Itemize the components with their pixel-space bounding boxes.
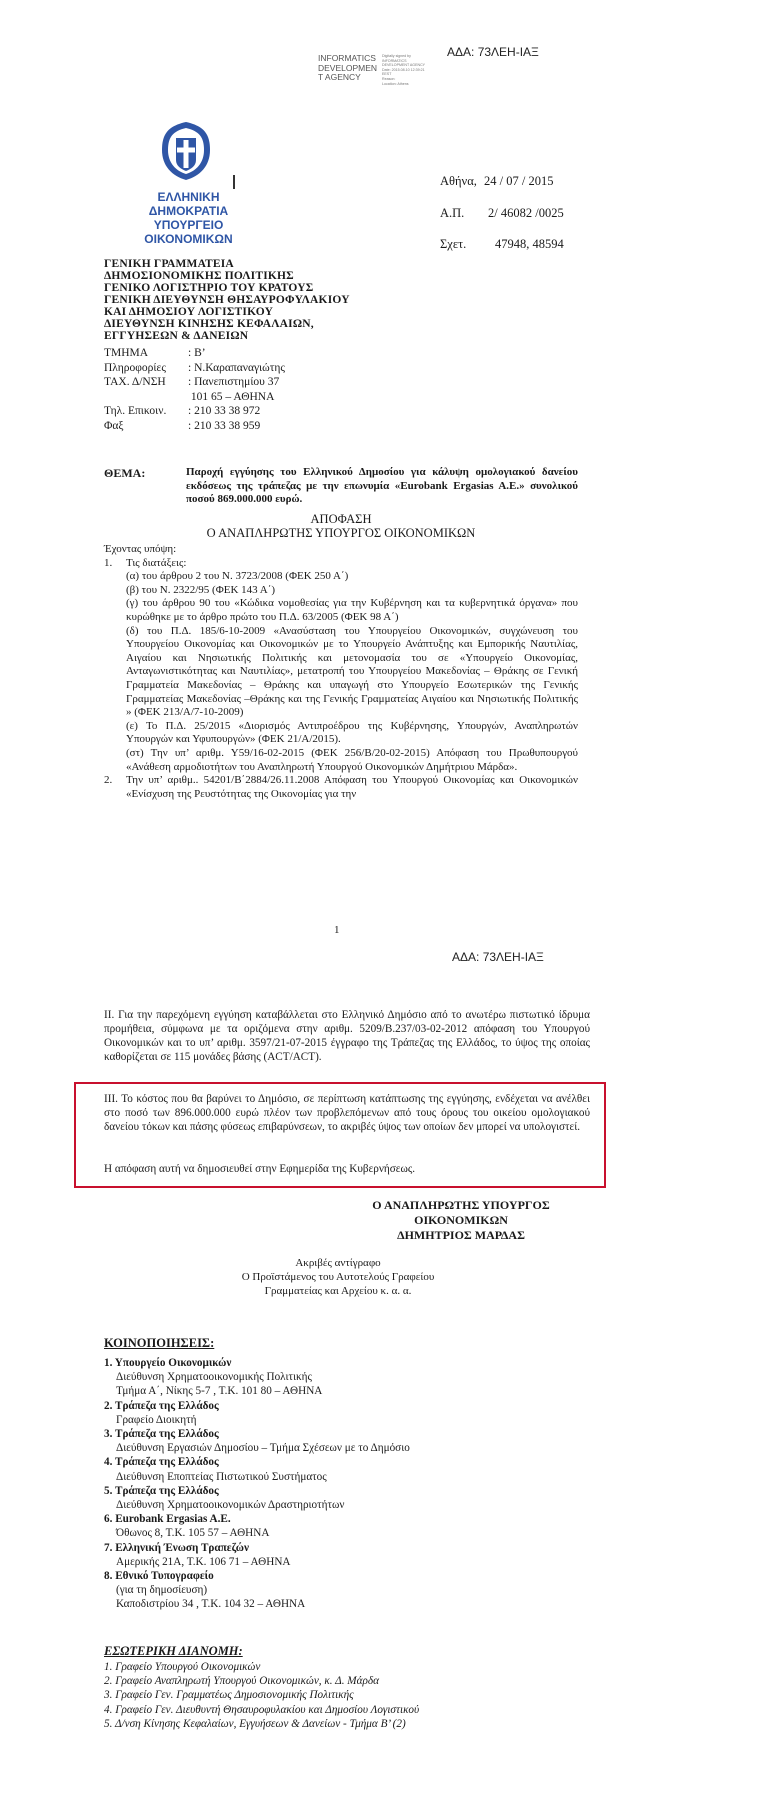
notification-recipient: 8. Εθνικό Τυπογραφείο xyxy=(104,1570,214,1583)
contact-info-key: ΤΜΗΜΑ xyxy=(104,347,149,359)
notification-detail: (για τη δημοσίευση) xyxy=(116,1584,208,1597)
contact-info-key: ΤΑΧ. Δ/ΝΣΗ xyxy=(104,376,166,388)
emblem-line-republic: ΕΛΛΗΝΙΚΗ ΔΗΜΟΚΡΑΤΙΑ xyxy=(148,190,229,218)
notification-recipient: 1. Υπουργείο Οικονομικών xyxy=(104,1357,232,1369)
contact-info-value: : 210 33 38 959 xyxy=(188,419,261,432)
notification-recipient: 2. Τράπεζα της Ελλάδος xyxy=(104,1399,219,1412)
notification-detail: Αμερικής 21Α, Τ.Κ. 106 71 – ΑΘΗΝΑ xyxy=(116,1555,291,1568)
signature-details xyxy=(382,54,425,86)
department-header-line: ΔΗΜΟΣΙΟΝΟΜΙΚΗΣ ΠΟΛΙΤΙΚΗΣ xyxy=(104,270,294,282)
signature-agency-line: INFORMATICS xyxy=(318,53,376,63)
contact-info-row xyxy=(104,419,424,434)
item-1-intro: Τις διατάξεις: xyxy=(126,556,187,569)
emblem-title xyxy=(121,190,256,246)
provision-e: (ε) Το Π.Δ. 25/2015 «Διορισμός Αντιπροέδρου της Κυβέρνησης, Υπουργών, Αναπληρωτών Υπουργών και Υφυπουργών» (ΦΕΚ 21/Α/2015). xyxy=(126,719,578,746)
item-2-number: 2. xyxy=(104,774,113,787)
signature-agency-line: DEVELOPMEN xyxy=(318,62,378,73)
true-copy-line-2: Ο Προϊστάμενος του Αυτοτελούς Γραφείου xyxy=(241,1271,435,1283)
signature-agency-line: T AGENCY xyxy=(318,72,361,82)
internal-distribution-item: 2. Γραφείο Αναπληρωτή Υπουργού Οικονομικών, κ. Δ. Μάρδα xyxy=(104,1675,379,1688)
internal-distribution-item: 3. Γραφείο Γεν. Γραμματέως Δημοσιονομικής Πολιτικής xyxy=(104,1689,354,1702)
protocol-label: Α.Π. xyxy=(440,206,465,220)
contact-info-row xyxy=(104,390,424,405)
contact-info-key: Τηλ. Επικοιν. xyxy=(104,405,167,417)
signature-detail-line: Location: Athens xyxy=(382,81,409,86)
contact-info-value: : Β’ xyxy=(188,347,206,359)
contact-info-row xyxy=(104,346,424,361)
department-header xyxy=(104,258,444,342)
subject-text: Παροχή εγγύησης του Ελληνικού Δημοσίου για κάλυψη ομολογιακού δανείου εκδόσεως της τράπεζας με την επωνυμία «Eurobank Ergasias A.E.» συνολικού ποσού 869.000.000 ευρώ. xyxy=(186,466,578,505)
notification-detail: Διεύθυνση Χρηματοοικονομικών Δραστηριοτήτων xyxy=(116,1499,345,1512)
notification-detail: Καποδιστρίου 34 , Τ.Κ. 104 32 – ΑΘΗΝΑ xyxy=(116,1598,306,1611)
true-copy-line-3: Γραμματείας και Αρχείου κ. α. α. xyxy=(264,1285,412,1297)
notification-recipient: 6. Eurobank Ergasias A.E. xyxy=(104,1513,231,1526)
notifications-title: ΚΟΙΝΟΠΟΙΗΣΕΙΣ: xyxy=(104,1336,215,1350)
provision-st: (στ) Την υπ’ αριθμ. Υ59/16-02-2015 (ΦΕΚ 256/Β/20-02-2015) Απόφαση του Πρωθυπουργού «Ανάθεση αρμοδιοτήτων του Αναπληρωτή Υπουργού Οικονομικών Δημήτριου Μάρδα». xyxy=(126,746,578,773)
date-value: 24 / 07 / 2015 xyxy=(484,174,554,188)
department-header-line: ΓΕΝΙΚΗ ΔΙΕΥΘΥΝΣΗ ΘΗΣΑΥΡΟΦΥΛΑΚΙΟΥ xyxy=(104,294,350,306)
internal-distribution-item: 4. Γραφείο Γεν. Διευθυντή Θησαυροφυλακίου και Δημοσίου Λογιστικού xyxy=(104,1703,420,1716)
department-header-line: ΔΙΕΥΘΥΝΣΗ ΚΙΝΗΣΗΣ ΚΕΦΑΛΑΙΩΝ, xyxy=(104,318,314,330)
related-label: Σχετ. xyxy=(440,237,467,251)
notification-detail: Διεύθυνση Εργασιών Δημοσίου – Τμήμα Σχέσεων με το Δημόσιο xyxy=(116,1442,410,1455)
signature-detail-line: INFORMATICS xyxy=(382,58,407,63)
ada-code-top: ΑΔΑ: 73ΛΕΗ-ΙΑΞ xyxy=(447,45,539,59)
notification-detail: Γραφείο Διοικητή xyxy=(116,1413,197,1426)
internal-distribution-title: ΕΣΩΤΕΡΙΚΗ ΔΙΑΝΟΜΗ: xyxy=(104,1644,243,1658)
department-header-line: ΓΕΝΙΚΗ ΓΡΑΜΜΑΤΕΙΑ xyxy=(104,258,234,270)
internal-distribution-list xyxy=(104,1660,564,1731)
notification-detail: Τμήμα Α΄, Νίκης 5-7 , Τ.Κ. 101 80 – ΑΘΗΝΑ xyxy=(116,1385,323,1398)
emblem-line-ministry: ΥΠΟΥΡΓΕΙΟ ΟΙΚΟΝΟΜΙΚΩΝ xyxy=(144,218,233,246)
item-2-text: Την υπ’ αριθμ.. 54201/Β΄2884/26.11.2008 Απόφαση του Υπουργού Οικονομίας και Οικονομικών «Ενίσχυση της Ρευστότητας της Οικονομίας για την xyxy=(126,774,578,800)
signatory-block xyxy=(346,1198,576,1243)
notification-detail: Όθωνος 8, Τ.Κ. 105 57 – ΑΘΗΝΑ xyxy=(116,1527,270,1540)
paragraph-iii: ΙΙΙ. Το κόστος που θα βαρύνει το Δημόσιο, σε περίπτωση κατάπτωσης της εγγύησης, ενδέχεται να ανέλθει στο ποσό των 896.000.000 ευρώ πλέον των προβλεπόμενων από τους όρους του οικείου ομολογιακού δανείου τόκων και πάσης φύσεως επιβαρύνσεων, το ακριβές ύψος των οποίων δεν μπορεί να υπολογιστεί. xyxy=(104,1093,590,1133)
page-number: 1 xyxy=(334,924,340,936)
provisions-body xyxy=(104,543,578,801)
decision-title: ΑΠΟΦΑΣΗ xyxy=(310,512,372,526)
date-label: Αθήνα, xyxy=(440,174,477,188)
internal-distribution-item: 5. Δ/νση Κίνησης Κεφαλαίων, Εγγυήσεων & Δανείων - Τμήμα Β’ (2) xyxy=(104,1717,406,1730)
contact-info-row xyxy=(104,361,424,376)
signature-detail-line: EEST xyxy=(382,72,392,77)
signatory-name: ΔΗΜΗΤΡΙΟΣ ΜΑΡΔΑΣ xyxy=(397,1228,525,1242)
subject-label: ΘΕΜΑ: xyxy=(104,466,146,480)
digital-signature-block xyxy=(318,52,438,98)
contact-info-value: : Ν.Καραπαναγιώτης xyxy=(188,361,285,374)
signature-detail-line: Reason: xyxy=(382,76,396,81)
contact-info-row xyxy=(104,404,424,419)
signature-detail-line: DEVELOPMENT AGENCY xyxy=(382,63,426,68)
paragraph-ii: ΙΙ. Για την παρεχόμενη εγγύηση καταβάλλεται στο Ελληνικό Δημόσιο από το ανωτέρω πιστωτικό ίδρυμα προμήθεια, σύμφωνα με τα οριζόμενα στην αριθμ. 5209/Β.237/03-02-2012 απόφαση του Υπουργού Οικονομικών και το υπ’ αριθμ. 3597/21-07-2015 έγγραφο της Τράπεζας της Ελλάδος, το ύψος της οποίας καθορίζεται σε 115 μονάδες βάσης (ACT/ACT). xyxy=(104,1009,590,1063)
item-1-number: 1. xyxy=(104,556,113,569)
provision-d: (δ) του Π.Δ. 185/6-10-2009 «Ανασύσταση του Υπουργείου Οικονομικών, συγχώνευση του Υπουργείου Οικονομίας και Οικονομικών με το Υπουργείο Ανάπτυξης και Εμπορικής Ναυτιλίας, Αιγαίου και Νησιωτικής Πολιτικής και μετονομασία του σε «Υπουργείο Οικονομίας, Ανταγωνιστικότητας και Ναυτιλίας», μετατροπή του Υπουργείου Μακεδονίας – Θράκης σε Γενική Γραμματεία Μακεδονίας – Θράκης και υπαγωγή στο Υπουργείο Εσωτερικών της Γενικής Γραμματείας Μακεδονίας –Θράκης και της Γενικής Γραμματείας Αιγαίου και Νησιωτικής Πολιτικής » (ΦΕΚ 213/Α/7-10-2009) xyxy=(126,624,578,719)
notification-detail: Διεύθυνση Εποπτείας Πιστωτικού Συστήματος xyxy=(116,1470,327,1483)
department-header-line: ΕΓΓΥΗΣΕΩΝ & ΔΑΝΕΙΩΝ xyxy=(104,330,249,342)
publication-note: Η απόφαση αυτή να δημοσιευθεί στην Εφημερίδα της Κυβερνήσεως. xyxy=(104,1163,416,1175)
contact-info-key: Πληροφορίες xyxy=(104,361,166,374)
signature-agency-name xyxy=(318,54,377,83)
protocol-value: 2/ 46082 /0025 xyxy=(488,206,564,220)
signatory-title-2: ΟΙΚΟΝΟΜΙΚΩΝ xyxy=(414,1213,508,1227)
notification-recipient: 3. Τράπεζα της Ελλάδος xyxy=(104,1428,219,1441)
provision-b: (β) του Ν. 2322/95 (ΦΕΚ 143 Α΄) xyxy=(126,583,276,596)
true-copy-block xyxy=(218,1256,458,1298)
greek-emblem-icon xyxy=(158,120,214,182)
contact-info xyxy=(104,346,424,433)
having-in-view: Έχοντας υπόψη: xyxy=(104,543,177,555)
internal-distribution-item: 1. Γραφείο Υπουργού Οικονομικών xyxy=(104,1661,261,1673)
department-header-line: ΓΕΝΙΚΟ ΛΟΓΙΣΤΗΡΙΟ ΤΟΥ ΚΡΑΤΟΥΣ xyxy=(104,282,314,294)
contact-info-key: Φαξ xyxy=(104,419,124,432)
contact-info-value: : 210 33 38 972 xyxy=(188,405,261,417)
ada-code-page2: ΑΔΑ: 73ΛΕΗ-ΙΑΞ xyxy=(452,950,544,964)
provision-a: (α) του άρθρου 2 του Ν. 3723/2008 (ΦΕΚ 250 Α΄) xyxy=(126,570,349,583)
contact-info-value: : Πανεπιστημίου 37 xyxy=(188,376,280,388)
notifications-list xyxy=(104,1356,544,1612)
signature-detail-line: Digitally signed by xyxy=(382,54,411,58)
contact-info-value: 101 65 – ΑΘΗΝΑ xyxy=(188,390,275,403)
provision-c: (γ) του άρθρου 90 του «Κώδικα νομοθεσίας για την Κυβέρνηση και τα κυβερνητικά όργανα» που κυρώθηκε με το άρθρο πρώτο του Π.Δ. 63/2005 (ΦΕΚ 98 Α΄) xyxy=(126,597,578,623)
department-header-line: ΚΑΙ ΔΗΜΟΣΙΟΥ ΛΟΓΙΣΤΙΚΟΥ xyxy=(104,306,274,318)
contact-info-row xyxy=(104,375,424,390)
true-copy-line-1: Ακριβές αντίγραφο xyxy=(295,1257,381,1269)
signature-detail-line: Date: 2015.08.10 12:39:21 xyxy=(382,67,425,72)
notification-recipient: 5. Τράπεζα της Ελλάδος xyxy=(104,1484,219,1497)
notification-recipient: 7. Ελληνική Ένωση Τραπεζών xyxy=(104,1541,249,1554)
notification-detail: Διεύθυνση Χρηματοοικονομικής Πολιτικής xyxy=(116,1371,312,1384)
decision-subtitle: Ο ΑΝΑΠΛΗΡΩΤΗΣ ΥΠΟΥΡΓΟΣ ΟΙΚΟΝΟΜΙΚΩΝ xyxy=(206,526,476,540)
signatory-title-1: Ο ΑΝΑΠΛΗΡΩΤΗΣ ΥΠΟΥΡΓΟΣ xyxy=(372,1198,550,1212)
notification-recipient: 4. Τράπεζα της Ελλάδος xyxy=(104,1456,219,1469)
emblem-mark xyxy=(233,175,235,189)
related-value: 47948, 48594 xyxy=(495,237,564,251)
